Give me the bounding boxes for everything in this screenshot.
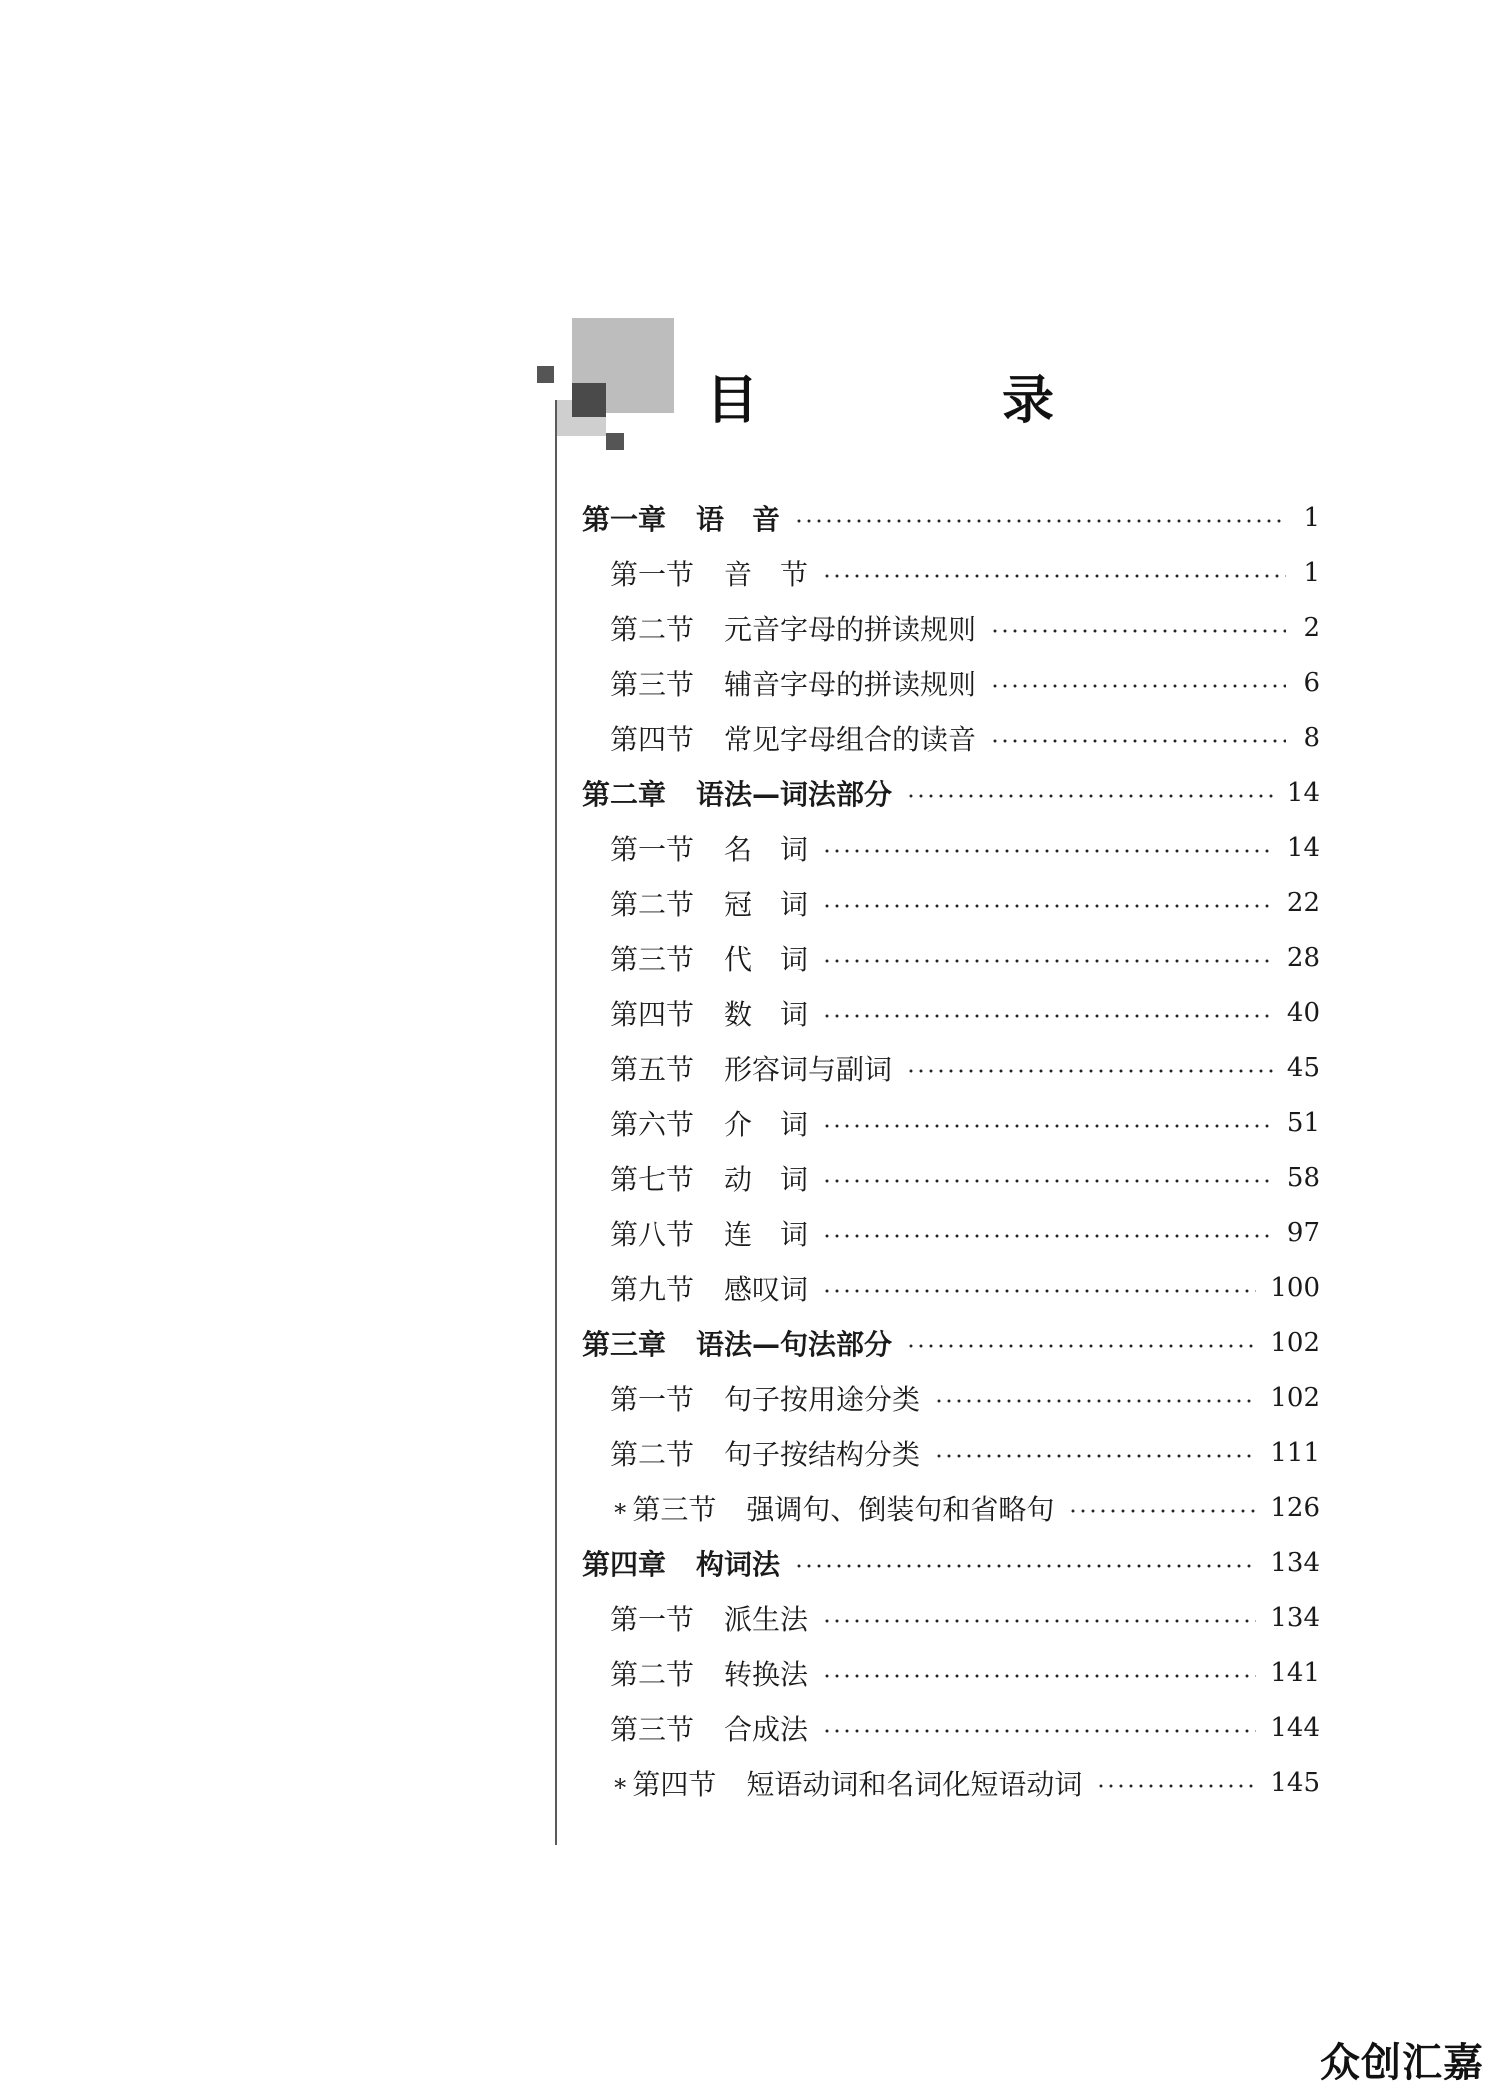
toc-section-row[interactable] <box>610 1645 1320 1701</box>
toc-title: 语 音 <box>696 503 781 536</box>
toc-page-number: 51 <box>1286 1108 1320 1138</box>
toc-title: 冠 词 <box>724 888 809 921</box>
dot-leader <box>822 1234 1273 1238</box>
toc-page-number: 45 <box>1286 1053 1320 1083</box>
toc-page-number: 141 <box>1270 1658 1320 1688</box>
dot-leader <box>1096 1784 1256 1788</box>
dot-leader <box>794 1564 1256 1568</box>
toc-section-row[interactable] <box>610 930 1320 986</box>
toc-title: 合成法 <box>724 1713 809 1746</box>
dot-leader <box>1068 1509 1256 1513</box>
toc-number: 第九节 <box>610 1273 695 1306</box>
dot-leader <box>990 739 1286 743</box>
toc-section-row[interactable] <box>610 1590 1320 1646</box>
toc-section-row[interactable] <box>610 600 1320 656</box>
toc-page-number: 100 <box>1270 1273 1320 1303</box>
toc-section-row[interactable] <box>610 1205 1320 1261</box>
dot-leader <box>934 1454 1256 1458</box>
toc-title: 感叹词 <box>724 1273 809 1306</box>
dot-leader <box>822 1289 1256 1293</box>
watermark: 众创汇嘉 <box>1320 2040 1484 2086</box>
toc-page-number: 1 <box>1303 558 1320 588</box>
toc-number: 第六节 <box>610 1108 695 1141</box>
toc-section-row[interactable] <box>610 710 1320 766</box>
dot-leader <box>822 1619 1256 1623</box>
toc-title: 强调句、倒装句和省略句 <box>746 1493 1055 1526</box>
toc-number: 第三节 <box>610 1713 695 1746</box>
optional-marker: ∗ <box>612 1494 629 1522</box>
toc-section-row[interactable] <box>610 1095 1320 1151</box>
toc-number: 第四节 <box>610 723 695 756</box>
dot-leader <box>934 1399 1256 1403</box>
toc-section-row[interactable] <box>610 1150 1320 1206</box>
dot-leader <box>822 1729 1256 1733</box>
toc-page-number: 8 <box>1303 723 1320 753</box>
toc-section-row[interactable] <box>610 545 1320 601</box>
toc-section-row[interactable] <box>610 1260 1320 1316</box>
dot-leader <box>906 1069 1273 1073</box>
toc-title: 介 词 <box>724 1108 809 1141</box>
toc-section-row[interactable] <box>612 1755 1320 1811</box>
dot-leader <box>906 1344 1256 1348</box>
toc-page-number: 102 <box>1270 1328 1320 1358</box>
toc-title: 派生法 <box>724 1603 809 1636</box>
toc-page-number: 1 <box>1303 503 1320 533</box>
toc-chapter-row[interactable] <box>582 1535 1320 1591</box>
dot-leader <box>822 1674 1256 1678</box>
dot-leader <box>822 959 1273 963</box>
title-decoration-dark-square <box>572 383 606 417</box>
toc-page-number: 145 <box>1270 1768 1320 1798</box>
toc-title: 动 词 <box>724 1163 809 1196</box>
toc-chapter-row[interactable] <box>582 1315 1320 1371</box>
toc-page-number: 134 <box>1270 1548 1320 1578</box>
toc-title: 句子按结构分类 <box>724 1438 921 1471</box>
toc-number: 第四节 <box>610 998 695 1031</box>
toc-title: 形容词与副词 <box>724 1053 893 1086</box>
toc-page-number: 40 <box>1286 998 1320 1028</box>
toc-page-number: 28 <box>1286 943 1320 973</box>
toc-title: 语法—句法部分 <box>696 1328 893 1361</box>
toc-section-row[interactable] <box>610 1370 1320 1426</box>
toc-number: 第一节 <box>610 1383 695 1416</box>
title-decoration-small-square-2 <box>606 433 624 450</box>
toc-title: 转换法 <box>724 1658 809 1691</box>
toc-title: 辅音字母的拼读规则 <box>724 668 977 701</box>
toc-title: 句子按用途分类 <box>724 1383 921 1416</box>
toc-number: 第八节 <box>610 1218 695 1251</box>
toc-section-row[interactable] <box>610 1700 1320 1756</box>
toc-title: 语法—词法部分 <box>696 778 893 811</box>
toc-number: 第七节 <box>610 1163 695 1196</box>
toc-number: 第三节 <box>610 668 695 701</box>
toc-section-row[interactable] <box>610 820 1320 876</box>
title-decoration-small-square <box>537 366 554 383</box>
toc-number: 第三节 <box>632 1493 717 1526</box>
toc-title: 常见字母组合的读音 <box>724 723 977 756</box>
toc-number: 第二章 <box>582 778 667 811</box>
dot-leader <box>794 519 1286 523</box>
toc-chapter-row[interactable] <box>582 765 1320 821</box>
toc-number: 第四章 <box>582 1548 667 1581</box>
toc-number: 第一节 <box>610 558 695 591</box>
toc-title: 名 词 <box>724 833 809 866</box>
toc-number: 第一节 <box>610 1603 695 1636</box>
toc-number: 第一节 <box>610 833 695 866</box>
toc-title: 音 节 <box>724 558 809 591</box>
toc-section-row[interactable] <box>610 985 1320 1041</box>
toc-page-number: 144 <box>1270 1713 1320 1743</box>
dot-leader <box>822 1124 1273 1128</box>
toc-page-number: 22 <box>1286 888 1320 918</box>
dot-leader <box>822 574 1286 578</box>
toc-number: 第三章 <box>582 1328 667 1361</box>
left-rule-line <box>555 400 557 1845</box>
dot-leader <box>990 629 1286 633</box>
toc-section-row[interactable] <box>610 1425 1320 1481</box>
toc-page-number: 111 <box>1270 1438 1320 1468</box>
dot-leader <box>990 684 1286 688</box>
toc-number: 第三节 <box>610 943 695 976</box>
toc-section-row[interactable] <box>610 655 1320 711</box>
dot-leader <box>822 849 1273 853</box>
toc-page-number: 14 <box>1286 778 1320 808</box>
optional-marker: ∗ <box>612 1769 629 1797</box>
toc-page-number: 58 <box>1286 1163 1320 1193</box>
toc-number: 第二节 <box>610 1658 695 1691</box>
toc-section-row[interactable] <box>610 875 1320 931</box>
dot-leader <box>822 1179 1273 1183</box>
dot-leader <box>906 794 1273 798</box>
toc-number: 第二节 <box>610 613 695 646</box>
toc-title: 构词法 <box>696 1548 781 1581</box>
toc-page-number: 134 <box>1270 1603 1320 1633</box>
toc-title: 短语动词和名词化短语动词 <box>746 1768 1083 1801</box>
toc-page-number: 6 <box>1303 668 1320 698</box>
dot-leader <box>822 1014 1273 1018</box>
toc-page-number: 97 <box>1286 1218 1320 1248</box>
toc-page-number: 2 <box>1303 613 1320 643</box>
toc-title: 代 词 <box>724 943 809 976</box>
toc-number: 第二节 <box>610 1438 695 1471</box>
toc-title: 连 词 <box>724 1218 809 1251</box>
toc-chapter-row[interactable] <box>582 490 1320 546</box>
toc-number: 第四节 <box>632 1768 717 1801</box>
toc-title: 数 词 <box>724 998 809 1031</box>
toc-page-number: 14 <box>1286 833 1320 863</box>
toc-number: 第五节 <box>610 1053 695 1086</box>
toc-page-number: 126 <box>1270 1493 1320 1523</box>
page-title: 目 录 <box>706 371 1151 431</box>
toc-number: 第二节 <box>610 888 695 921</box>
toc-number: 第一章 <box>582 503 667 536</box>
toc-section-row[interactable] <box>610 1040 1320 1096</box>
toc-page-number: 102 <box>1270 1383 1320 1413</box>
dot-leader <box>822 904 1273 908</box>
toc-section-row[interactable] <box>612 1480 1320 1536</box>
toc-title: 元音字母的拼读规则 <box>724 613 977 646</box>
